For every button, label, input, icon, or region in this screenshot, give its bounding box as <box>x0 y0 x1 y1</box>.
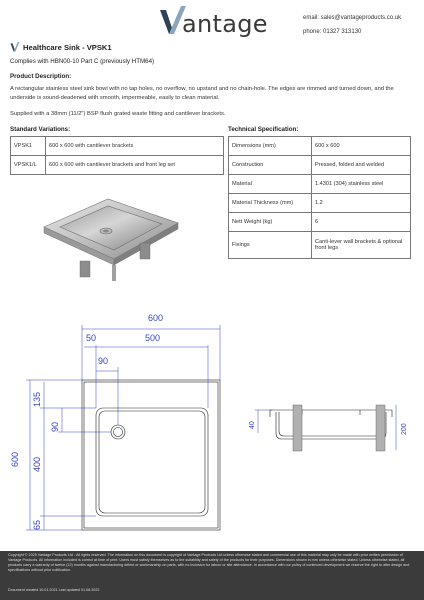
standard-variations-table <box>10 136 224 175</box>
dim-90-top: 90 <box>98 356 109 366</box>
spec-value: Canti-lever wall brackets & optional front legs <box>312 232 411 259</box>
contact-phone: phone: 01327 313130 <box>303 29 362 35</box>
table-row <box>11 156 224 175</box>
product-title-row <box>10 41 112 53</box>
table-row <box>229 213 411 232</box>
vantage-logo <box>160 6 280 40</box>
variation-desc: 600 x 600 with cantilever brackets and front leg set <box>46 156 224 175</box>
tech-spec-heading: Technical Specification: <box>228 126 299 133</box>
cantilever-brackets <box>293 405 385 451</box>
spec-label: Construction <box>229 156 312 175</box>
dim-90-left: 90 <box>50 421 60 432</box>
spec-value: Pressed, folded and welded <box>312 156 411 175</box>
spec-label: Material Thickness (mm) <box>229 194 312 213</box>
table-row <box>11 137 224 156</box>
spec-value: 6 <box>312 213 411 232</box>
table-row <box>229 156 411 175</box>
table-row <box>229 194 411 213</box>
spec-label: Fixings <box>229 232 312 259</box>
table-row <box>229 175 411 194</box>
dim-40: 40 <box>249 421 256 429</box>
sink-product-image <box>40 193 180 285</box>
spec-label: Nett Weight (kg) <box>229 213 312 232</box>
dim-50: 50 <box>86 333 97 343</box>
dim-135: 135 <box>32 391 42 407</box>
vantage-v-small-icon <box>10 42 20 53</box>
dim-400: 400 <box>32 456 42 472</box>
product-supply-note: Supplied with a 38mm (11/2") BSP flush grated waste fitting and cantilever brackets. <box>10 111 226 117</box>
spec-value: 1.4301 (304) stainless steel <box>312 175 411 194</box>
technical-drawing <box>0 305 424 545</box>
side-elevation <box>270 410 392 439</box>
table-row <box>229 232 411 259</box>
tech-spec-table <box>228 136 411 259</box>
variation-desc: 600 x 600 with cantilever brackets <box>46 137 224 156</box>
dim-65: 65 <box>32 519 42 530</box>
complies-text: Complies with HBN00-10 Part C (previously HTM64) <box>10 58 155 65</box>
variation-code: VPSK1/L <box>11 156 46 175</box>
product-description: A rectangular stainless steel sink bowl with no tap holes, no overflow, no upstand and no chain-hole. The edges are rimmed and turned down, and the underside is sound-deadened with smooth, impermeable, easily to clean material. <box>10 86 394 101</box>
contact-email[interactable]: email: sales@vantageproducts.co.uk <box>303 15 402 21</box>
standard-variations-heading: Standard Variations: <box>10 126 71 133</box>
brand-name: antage <box>182 10 268 38</box>
dim-500: 500 <box>145 333 161 343</box>
table-row <box>229 137 411 156</box>
dim-600-left: 600 <box>10 451 20 467</box>
variation-code: VPSK1 <box>11 137 46 156</box>
product-description-heading: Product Description: <box>10 73 72 80</box>
spec-label: Material <box>229 175 312 194</box>
spec-value: 600 x 600 <box>312 137 411 156</box>
product-title: Healthcare Sink - VPSK1 <box>23 42 112 52</box>
dim-600-top: 600 <box>148 313 164 323</box>
spec-value: 1.2 <box>312 194 411 213</box>
dim-200: 200 <box>401 423 408 435</box>
footer <box>0 551 424 600</box>
footer-copyright: Copyright © 2025 Vantage Products Ltd - All rights reserved. The information on this document is copyright of Vantage Products Ltd unless otherwise stated and commercial use of this material may only be made with prior written permission of Vantage Products. All information included is correct at time of print. Users must satisfy themselves as to the suitability and safety of the products for their purposes. Dimensions shown in mm unless otherwise stated. Unless otherwise stated, all products carry a warranty of twelve (12) months against manufacturing defect or workmanship on parts, with no inclusion for labour or site attendance. In accordance with our policy of continued development we reserve the right to alter design and specifications without prior notification. <box>8 553 410 572</box>
footer-dates: Document created 10.01.2021 Last updated 01.06.2022 <box>8 588 100 592</box>
spec-label: Dimensions (mm) <box>229 137 312 156</box>
